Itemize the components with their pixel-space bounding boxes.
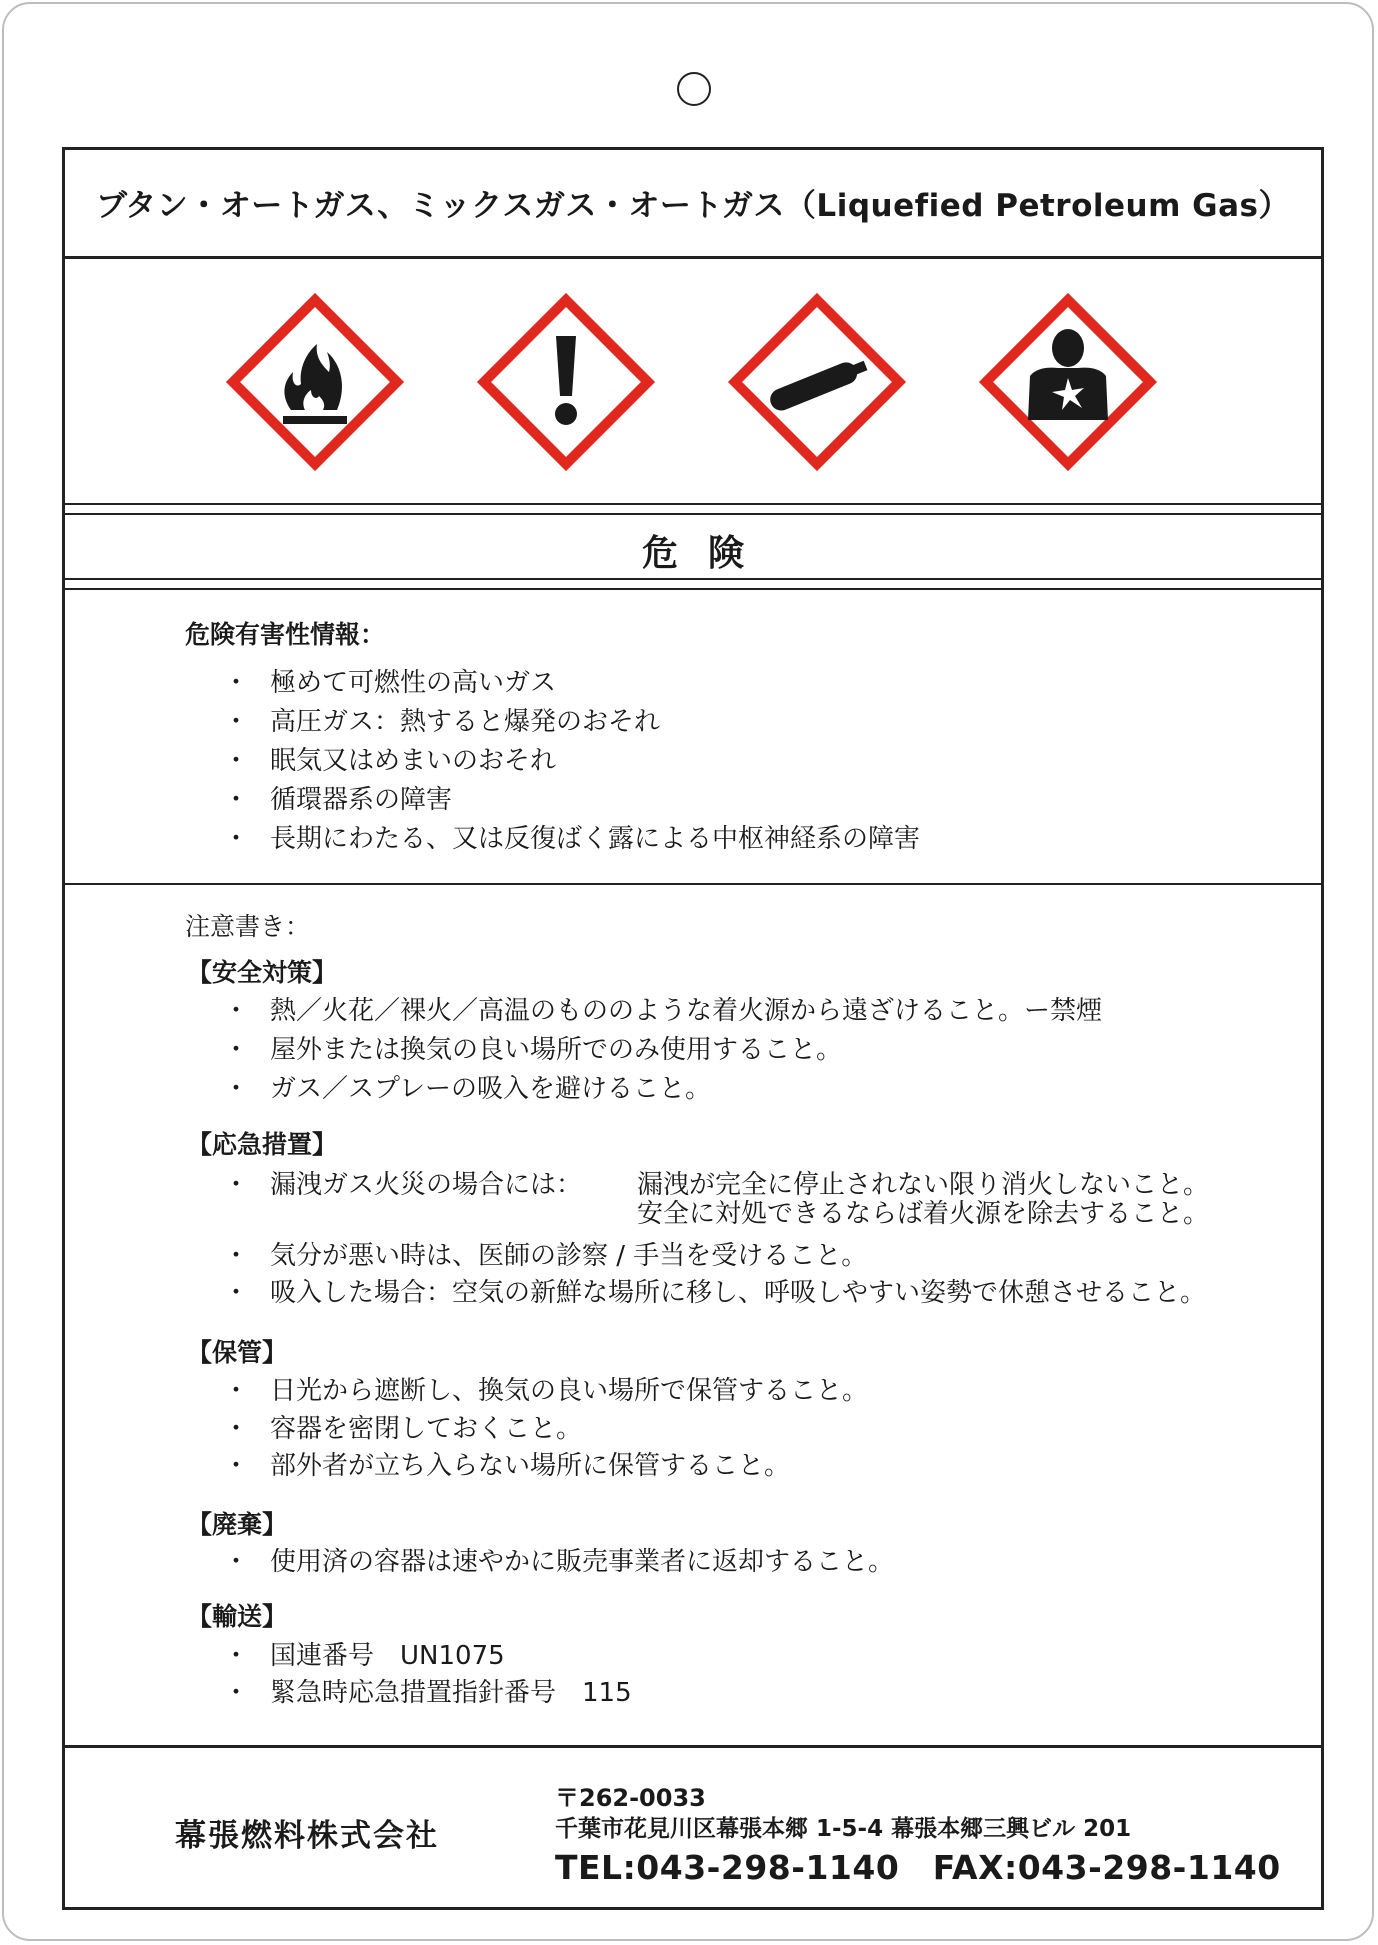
company-name: 幕張燃料株式会社 (175, 1818, 439, 1854)
flame-icon (225, 292, 405, 472)
disposal-title: 【廃棄】 (187, 1510, 288, 1539)
divider (65, 503, 1321, 505)
product-title: ブタン・オートガス、ミックスガス・オートガス（Liquefied Petroleum Gas） (95, 188, 1291, 224)
divider (65, 578, 1321, 580)
label-card (2, 2, 1374, 1941)
divider (65, 513, 1321, 515)
transport-title: 【輸送】 (187, 1602, 288, 1631)
signal-word: 危険 (641, 533, 774, 574)
address: 千葉市花見川区幕張本郷 1-5-4 幕張本郷三興ビル 201 (555, 1816, 1132, 1842)
health-hazard-icon (978, 292, 1158, 472)
pictogram-row (65, 258, 1321, 503)
divider (65, 1745, 1321, 1748)
contact-numbers: TEL:043-298-1140 FAX:043-298-1140 (555, 1848, 1281, 1887)
response-leak-line: 安全に対処できるならば着火源を除去すること。 (637, 1199, 1210, 1229)
gas-cylinder-icon (727, 292, 907, 472)
storage-title: 【保管】 (187, 1338, 288, 1367)
postal-code: 〒262-0033 (555, 1784, 706, 1812)
response-title: 【応急措置】 (187, 1130, 338, 1159)
divider (65, 588, 1321, 590)
divider (65, 883, 1321, 885)
precaution-heading: 注意書き： (185, 912, 311, 941)
label-frame: ブタン・オートガス、ミックスガス・オートガス（Liquefied Petroleum Gas） 危険 危険有害性情報： ・ 極めて可燃性の高いガス ・ 高圧ガス：熱すると爆発のおそれ ・ 眠気又はめまいのおそれ ・ 循環器系の障害 ・ 長期にわたる、又は反復ばく露による中枢神経系の障害 注意書き： 【安全対策】 ・ 熱／火花／裸火／高温のもののような着火源から遠ざけること。ー禁煙 ・ 屋外または換気の良い場所でのみ使用すること。 ・ ガス／スプレーの吸入を避けること。 【応急措置】 ・ 漏洩ガス火災の場合には： 漏洩が完全に停止されない限り消火しないこと。 安全に対処できるならば着火源を除去すること。 ・ 気分が悪い時は、医師の診察 / 手当を受けること。 ・ 吸入した場合：空気の新鮮な場所に移し、呼吸しやすい姿勢で休憩させること。 【保管】 ・ 日光から遮断し、換気の良い場所で保管すること。 ・ 容器を密閉しておくこと。 ・ 部外者が立ち入らない場所に保管すること。 【廃棄】 ・ 使用済の容器は速やかに販売事業者に返却すること。 【輸送】 ・ 国連番号 UN1075 ・ 緊急時応急措置指針番号 115 幕張燃料株式会社 〒262-0033 千葉市花見川区幕張本郷 1-5-4 幕張本郷三興ビル 201 TEL:043-298-1140 FAX:043-298-1140 (62, 147, 1324, 1910)
hanging-hole (677, 72, 711, 106)
response-leak-line: 漏洩が完全に停止されない限り消火しないこと。 (637, 1170, 1210, 1200)
exclamation-mark-icon (476, 292, 656, 472)
prevention-title: 【安全対策】 (187, 958, 338, 987)
hazard-heading: 危険有害性情報： (185, 620, 386, 649)
